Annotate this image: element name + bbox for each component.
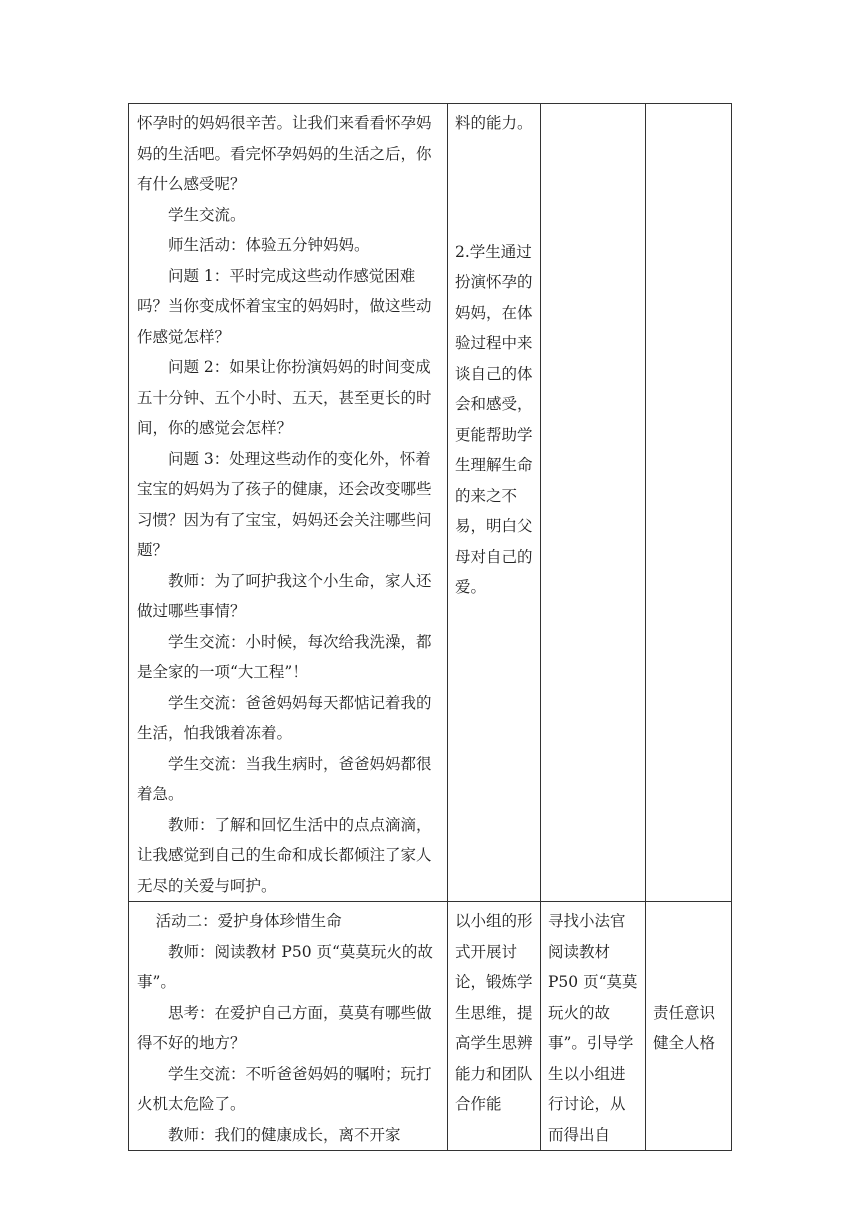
paragraph: 思考：在爱护自己方面，莫莫有哪些做得不好的地方？: [137, 1003, 432, 1052]
paragraph: 学生交流：不听爸爸妈妈的嘱咐；玩打火机太危险了。: [137, 1064, 432, 1113]
paragraph: 教师：我们的健康成长，离不开家: [168, 1125, 401, 1144]
paragraph: 师生活动：体验五分钟妈妈。: [168, 236, 370, 254]
paragraph: 问题 3：处理这些动作的变化外，怀着宝宝的妈妈为了孩子的健康，还会改变哪些习惯？因为有了宝宝，妈妈还会关注哪些问题？: [137, 449, 432, 559]
literacy-text: 责任意识 健全人格: [653, 1003, 716, 1052]
paragraph: 教师：阅读教材 P50 页“莫莫玩火的故事”。: [137, 942, 433, 991]
paragraph: 问题 2：如果让你扮演妈妈的时间变成五十分钟、五个小时、五天，甚至更长的时间，你的感觉会怎样？: [137, 358, 432, 437]
paragraph: 学生交流：当我生病时，爸爸妈妈都很着急。: [137, 754, 432, 803]
design-intent-cell: [448, 104, 541, 902]
paragraph: 学生交流。: [168, 205, 246, 224]
literacy-cell: [646, 104, 732, 902]
literacy-cell: [646, 902, 732, 1151]
paragraph: 怀孕时的妈妈很辛苦。让我们来看看怀孕妈妈的生活吧。看完怀孕妈妈的生活之后，你有什么感受呢？: [137, 114, 432, 193]
paragraph: 以小组的形式开展讨论，锻炼学生思维，提高学生思辨能力和团队合作能: [455, 912, 533, 1113]
table-row: [129, 104, 732, 902]
teaching-process-cell: [129, 902, 448, 1151]
paragraph: 2.学生通过扮演怀孕的妈妈，在体验过程中来谈自己的体会和感受，更能帮助学生理解生命的来之不易，明白父母对自己的爱。: [455, 242, 533, 596]
paragraph: 料的能力。: [455, 114, 533, 132]
paragraph: 学生交流：小时候，每次给我洗澡，都是全家的一项“大工程”！: [137, 632, 432, 681]
paragraph: 教师：为了呵护我这个小生命，家人还做过哪些事情？: [137, 571, 432, 620]
paragraph: 寻找小法官阅读教材 P50 页“莫莫玩火的故事”。引导学生以小组进行讨论，从而得出自: [548, 912, 638, 1144]
lesson-plan-table: [128, 103, 732, 1151]
paragraph: 问题 1：平时完成这些动作感觉困难吗？当你变成怀着宝宝的妈妈时，做这些动作感觉怎样？: [137, 266, 432, 346]
design-intent-cell: [448, 902, 541, 1151]
activity-cell: [541, 104, 646, 902]
activity-cell: [541, 902, 646, 1151]
activity-title: 活动二：爱护身体珍惜生命: [155, 912, 342, 930]
table-row: [129, 902, 732, 1151]
paragraph: 学生交流：爸爸妈妈每天都惦记着我的生活，怕我饿着冻着。: [137, 693, 432, 742]
teaching-process-cell: [129, 104, 448, 902]
paragraph: 教师：了解和回忆生活中的点点滴滴，让我感觉到自己的生命和成长都倾注了家人无尽的关爱与呵护。: [137, 815, 432, 895]
